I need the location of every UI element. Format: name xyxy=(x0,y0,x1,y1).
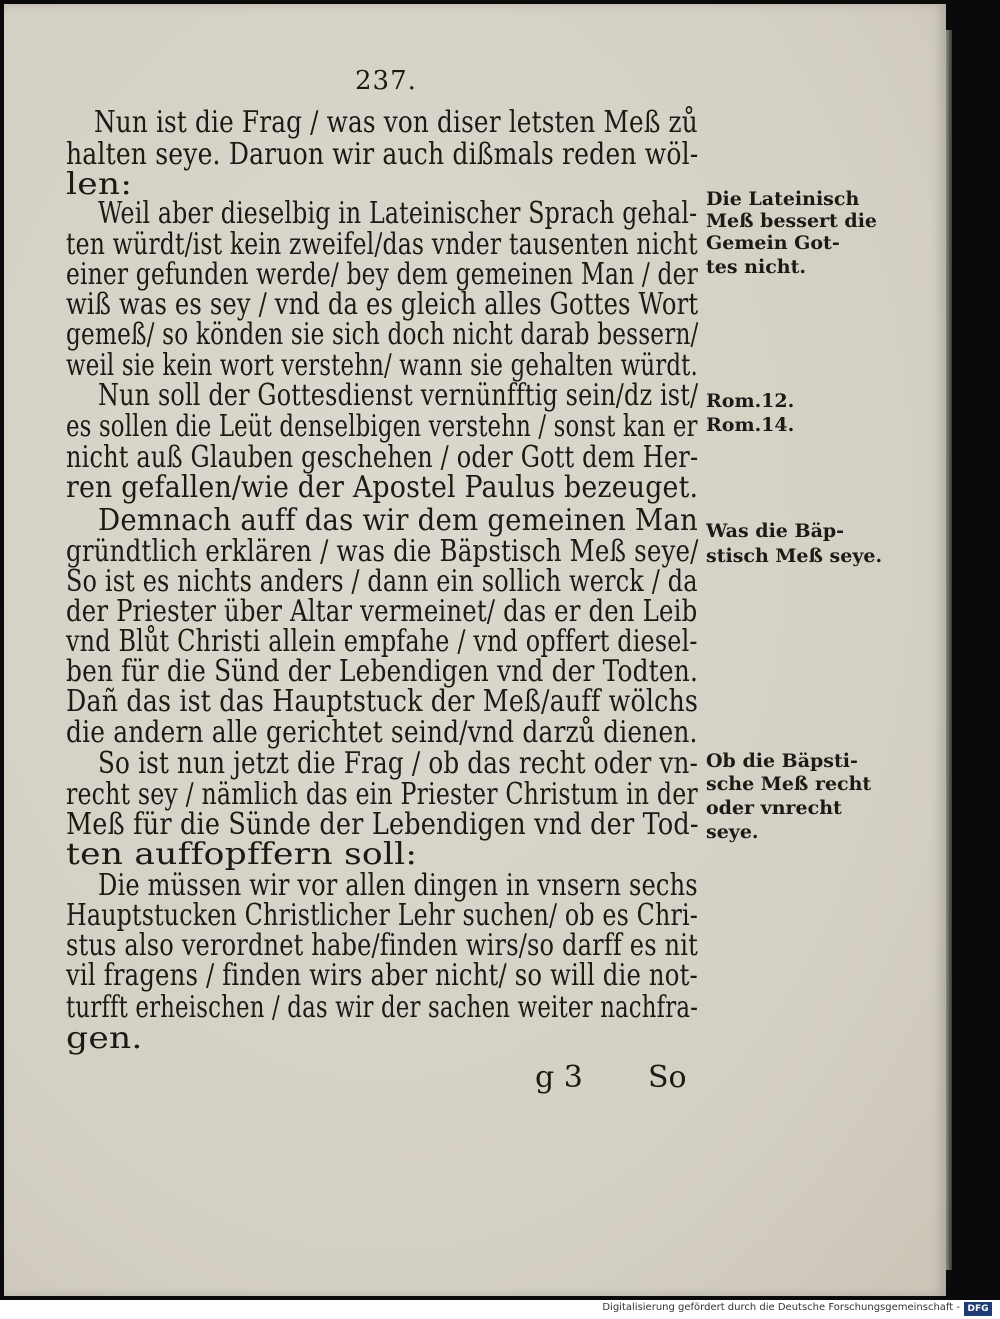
catchword: So xyxy=(648,1060,687,1095)
margin-note-latin-mass-1: Die Lateinisch xyxy=(706,188,860,210)
margin-note-latin-mass-2: Meß bessert die xyxy=(706,210,878,232)
text-line-29: vil fragens / finden wirs aber nicht/ so will die not- xyxy=(66,958,698,993)
text-line-21: die andern alle gerichtet seind/vnd darzů dienen. xyxy=(66,715,698,750)
margin-note-rom-12: Rom.12. xyxy=(706,390,795,412)
page-edge xyxy=(946,30,952,1270)
text-line-8: gemeß/ so könden sie sich doch nicht darab bessern/ xyxy=(66,317,699,352)
text-line-19: ben für die Sünd der Lebendigen vnd der Todten. xyxy=(66,654,699,689)
text-line-28: stus also verordnet habe/finden wirs/so darff es nit xyxy=(66,928,698,963)
margin-note-right-wrong-4: seye. xyxy=(706,821,759,843)
page-number: 237. xyxy=(355,66,417,96)
margin-note-papal-mass-2: stisch Meß seye. xyxy=(706,545,883,567)
text-line-14: Demnach auff das wir dem gemeinen Man xyxy=(98,503,699,538)
text-line-16: So ist es nichts anders / dann ein sollich werck / da xyxy=(66,564,698,599)
margin-note-right-wrong-1: Ob die Bäpsti- xyxy=(706,750,858,772)
text-line-1: Nun ist die Frag / was von diser letsten Meß zů xyxy=(94,105,698,140)
margin-note-papal-mass-1: Was die Bäp- xyxy=(706,520,845,542)
text-line-10: Nun soll der Gottesdienst vernünfftig sein/dz ist/ xyxy=(98,378,699,413)
margin-note-latin-mass-3: Gemein Got- xyxy=(706,232,840,254)
text-line-24: Meß für die Sünde der Lebendigen vnd der Tod- xyxy=(66,807,699,842)
text-line-7: wiß was es sey / vnd da es gleich alles Gottes Wort xyxy=(66,287,699,322)
text-line-23: recht sey / nämlich das ein Priester Christum in der xyxy=(66,777,698,812)
text-line-5: ten würdt/ist kein zweifel/das vnder tausenten nicht xyxy=(66,227,698,262)
dfg-logo: DFG xyxy=(964,1302,992,1316)
text-line-22: So ist nun jetzt die Frag / ob das recht oder vn- xyxy=(98,746,699,781)
text-line-2: halten seye. Daruon wir auch dißmals reden wöl- xyxy=(66,137,699,172)
text-line-17: der Priester über Altar vermeinet/ das er den Leib xyxy=(66,594,698,629)
margin-note-right-wrong-3: oder vnrecht xyxy=(706,797,842,819)
margin-note-latin-mass-4: tes nicht. xyxy=(706,256,806,278)
text-line-3: len: xyxy=(66,167,133,202)
signature-mark: g 3 xyxy=(535,1060,583,1095)
text-line-20: Dañ das ist das Hauptstuck der Meß/auff wölchs xyxy=(66,684,699,719)
text-line-11: es sollen die Leüt denselbigen verstehn / sonst kan er xyxy=(66,409,698,444)
text-line-4: Weil aber dieselbig in Lateinischer Sprach gehal- xyxy=(98,196,698,231)
text-line-30: turfft erheischen / das wir der sachen weiter nachfra- xyxy=(66,990,699,1025)
text-line-31: gen. xyxy=(66,1021,143,1056)
margin-note-right-wrong-2: sche Meß recht xyxy=(706,773,872,795)
text-line-9: weil sie kein wort verstehn/ wann sie gehalten würdt. xyxy=(66,348,698,383)
text-line-18: vnd Blůt Christi allein empfahe / vnd opffert diesel- xyxy=(66,624,698,659)
text-line-15: gründtlich erklären / was die Bäpstisch Meß seye/ xyxy=(66,534,699,569)
text-line-13: ren gefallen/wie der Apostel Paulus bezeuget. xyxy=(66,470,699,505)
text-line-25: ten auffopffern soll: xyxy=(66,837,418,872)
text-line-12: nicht auß Glauben geschehen / oder Gott dem Her- xyxy=(66,440,699,475)
text-line-26: Die müssen wir vor allen dingen in vnsern sechs xyxy=(98,868,698,903)
text-line-27: Hauptstucken Christlicher Lehr suchen/ ob es Chri- xyxy=(66,898,698,933)
margin-note-rom-14: Rom.14. xyxy=(706,414,795,436)
text-line-6: einer gefunden werde/ bey dem gemeinen Man / der xyxy=(66,257,699,292)
footer-credit: Digitalisierung gefördert durch die Deutsche Forschungsgemeinschaft - xyxy=(602,1302,960,1313)
